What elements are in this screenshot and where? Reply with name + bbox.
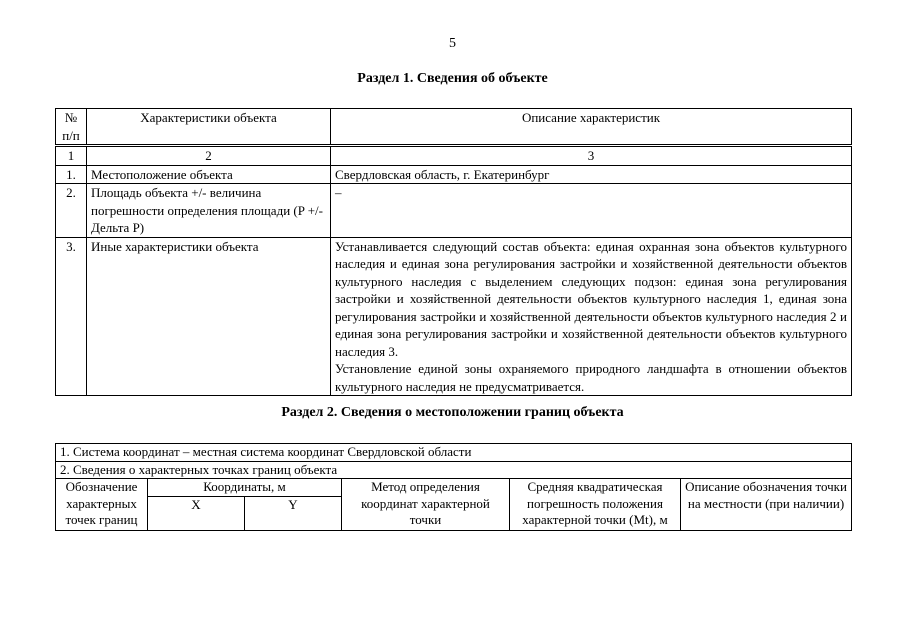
header-coordinates: Координаты, м — [148, 479, 342, 497]
section-2-title: Раздел 2. Сведения о местоположении границ объекта — [281, 405, 624, 420]
row-num: 2. — [56, 184, 87, 238]
row-name: Местоположение объекта — [87, 165, 331, 184]
section-1-title: Раздел 1. Сведения об объекте — [357, 71, 548, 86]
row-name: Иные характеристики объекта — [87, 237, 331, 396]
table-row — [56, 165, 852, 184]
header-x: X — [148, 496, 245, 530]
points-info-row — [56, 461, 852, 479]
index-cell: 1 — [56, 146, 87, 166]
table-row — [56, 237, 852, 396]
table-index-row — [56, 146, 852, 166]
header-rms: Средняя квадратическая погрешность положения характерной точки (Mt), м — [510, 479, 681, 531]
table-row — [56, 184, 852, 238]
boundary-points-table — [55, 443, 852, 531]
object-info-table — [55, 108, 852, 396]
row-num: 3. — [56, 237, 87, 396]
row-num: 1. — [56, 165, 87, 184]
points-info: 2. Сведения о характерных точках границ объекта — [56, 461, 852, 479]
row-name: Площадь объекта +/- величина погрешности определения площади (P +/- Дельта P) — [87, 184, 331, 238]
header-characteristics: Характеристики объекта — [87, 109, 331, 146]
row-value: – — [331, 184, 852, 238]
header-num: № п/п — [56, 109, 87, 146]
header-method: Метод определения координат характерной точки — [342, 479, 510, 531]
points-header-row — [56, 479, 852, 497]
coordinate-system: 1. Система координат – местная система координат Свердловской области — [56, 444, 852, 462]
row-value — [331, 237, 852, 396]
row-value-paragraph: Устанавливается следующий состав объекта: единая охранная зона объектов культурного наследия и единая зона регулирования застройки и хозяйственной деятельности объектов культурного наследия с выделением следующих подзон: единая зона регулирования застройки и хозяйственной деятельности объектов культурного наследия 1, единая зона регулирования застройки и хозяйственной деятельности объектов культурного наследия 2 и единая зона регулирования застройки и хозяйственной деятельности объектов культурного наследия 3. — [335, 238, 847, 359]
header-designation: Обозначение характерных точек границ — [56, 479, 148, 531]
table-header-row — [56, 109, 852, 146]
row-value-paragraph: Установление единой зоны охраняемого природного ландшафта в отношении объектов культурного наследия не предусматривается. — [335, 361, 847, 394]
page-number: 5 — [449, 36, 456, 51]
coordinate-system-row — [56, 444, 852, 462]
header-y: Y — [245, 496, 342, 530]
row-value: Свердловская область, г. Екатеринбург — [331, 165, 852, 184]
index-cell: 2 — [87, 146, 331, 166]
header-description: Описание характеристик — [331, 109, 852, 146]
header-point-description: Описание обозначения точки на местности (при наличии) — [681, 479, 852, 531]
index-cell: 3 — [331, 146, 852, 166]
